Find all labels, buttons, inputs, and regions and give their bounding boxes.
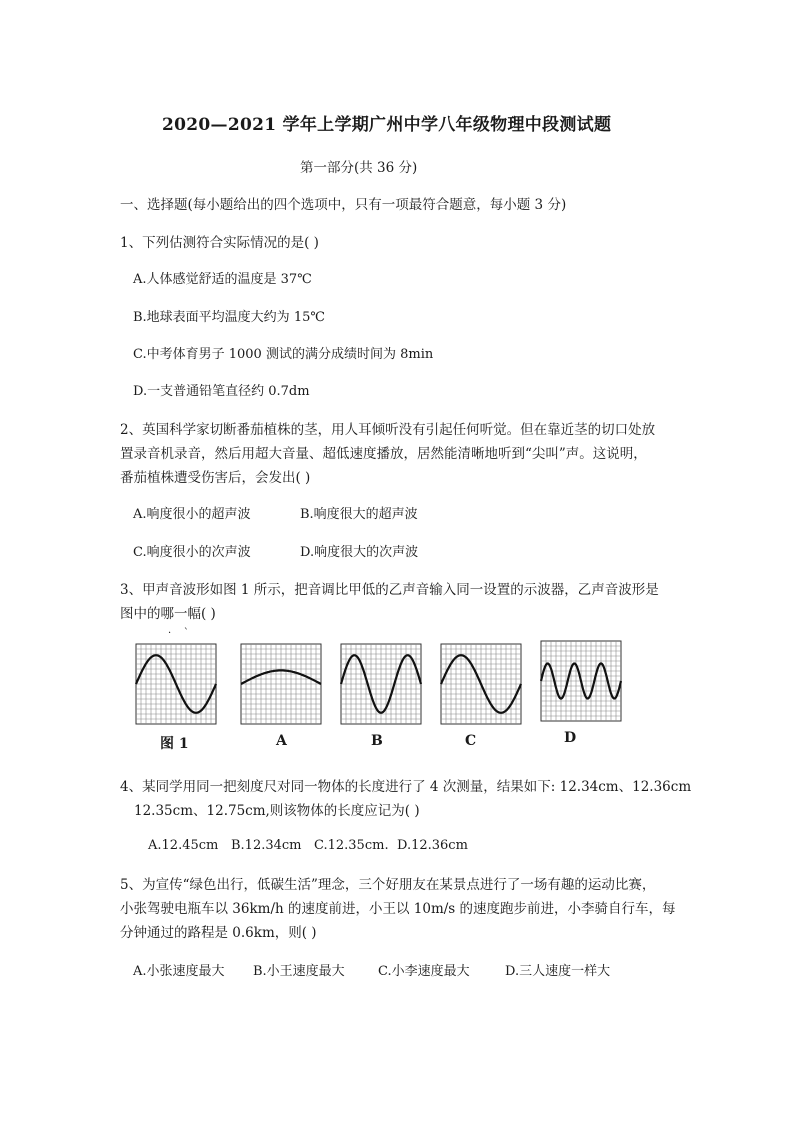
q2-option-b: B.响度很大的超声波 [300,507,418,522]
scan-speck: · ` [168,628,189,639]
q2-option-a: A.响度很小的超声波 [133,507,251,522]
q2-stem-line1: 2、英国科学家切断番茄植株的茎，用人耳倾听没有引起任何听觉。但在靠近茎的切口处放 [120,422,656,438]
q1-option-d: D.一支普通铅笔直径约 0.7dm [133,384,310,399]
q2-stem-line2: 置录音机录音，然后用超大音量、超低速度播放，居然能清晰地听到“尖叫”声。这说明， [120,446,647,462]
q4-option-c: C.12.35cm. [314,838,389,853]
q4-stem-line1: 4、某同学用同一把刻度尺对同一物体的长度进行了 4 次测量，结果如下: 12.34cm、12.36cm [120,779,692,795]
q5-stem-line3: 分钟通过的路程是 0.6km，则( ) [120,925,317,941]
q5-stem-line2: 小张驾驶电瓶车以 36km/h 的速度前进，小王以 10m/s 的速度跑步前进，小李骑自行车，每 [120,901,676,917]
q4-option-b: B.12.34cm [231,838,302,853]
waveform-option-c [440,643,522,725]
q4-option-d: D.12.36cm [397,838,468,853]
q5-option-c: C.小李速度最大 [378,964,470,979]
waveform-option-d [540,640,622,722]
q5-option-d: D.三人速度一样大 [505,964,611,979]
page-title: 2020—2021 学年上学期广州中学八年级物理中段测试题 [162,115,612,135]
q1-option-c: C.中考体育男子 1000 测试的满分成绩时间为 8min [133,347,434,362]
q3-stem-line1: 3、甲声音波形如图 1 所示，把音调比甲低的乙声音输入同一设置的示波器，乙声音波形是 [120,582,659,598]
section-heading: 第一部分(共 36 分) [300,160,418,176]
q2-stem-line3: 番茄植株遭受伤害后，会发出( ) [120,470,311,486]
q3-stem-line2: 图中的哪一幅( ) [120,606,216,622]
figure-1-label: 图 1 [160,736,189,752]
q4-stem-line2: 12.35cm、12.75cm,则该物体的长度应记为( ) [134,803,420,819]
q5-option-a: A.小张速度最大 [133,964,225,979]
q5-stem-line1: 5、为宣传“绿色出行，低碳生活”理念，三个好朋友在某景点进行了一场有趣的运动比赛， [120,877,656,893]
q1-option-b: B.地球表面平均温度大约为 15℃ [133,310,325,325]
q4-option-a: A.12.45cm [148,838,219,853]
q2-option-d: D.响度很大的次声波 [300,545,419,560]
q1-stem: 1、下列估测符合实际情况的是( ) [120,235,319,251]
figure-c-label: C [465,733,477,749]
figure-a-label: A [276,733,287,749]
q5-option-b: B.小王速度最大 [253,964,345,979]
waveform-figure-1 [135,643,217,725]
instruction: 一、选择题(每小题给出的四个选项中，只有一项最符合题意，每小题 3 分) [120,197,567,213]
waveform-option-a [240,643,322,725]
figure-d-label: D [564,730,577,746]
q2-option-c: C.响度很小的次声波 [133,545,251,560]
q1-option-a: A.人体感觉舒适的温度是 37℃ [133,272,312,287]
figure-b-label: B [371,733,383,749]
waveform-option-b [340,643,422,725]
